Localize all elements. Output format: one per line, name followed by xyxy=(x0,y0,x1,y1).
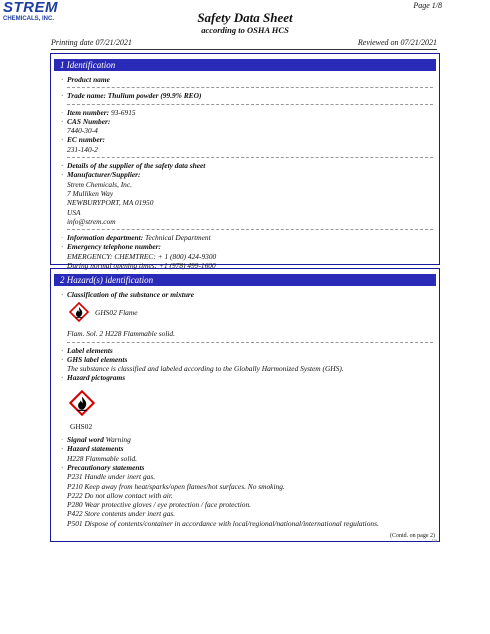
information-department: · Information department: Technical Department xyxy=(67,233,433,242)
page-number: Page 1/8 xyxy=(413,1,442,10)
section-heading: 1 Identification xyxy=(54,59,436,71)
flammable-classification: Flam. Sol. 2 H228 Flammable solid. xyxy=(67,329,175,339)
emergency-label: · Emergency telephone number: xyxy=(67,242,433,251)
ec-value: 231-140-2 xyxy=(67,144,98,154)
logo-subtitle: CHEMICALS, INC. xyxy=(3,16,54,22)
cas-value: 7440-30-4 xyxy=(67,126,98,136)
product-name-label: · Product name xyxy=(67,75,433,84)
p-statement: P422 Store contents under inert gas. xyxy=(67,509,176,519)
reviewed-date: Reviewed on 07/21/2021 xyxy=(357,38,437,47)
item-number: · Item number: 93-6915 xyxy=(67,108,433,117)
trade-name: · Trade name: Thulium powder (99.9% REO) xyxy=(67,91,433,100)
ghs-flame-label: GHS02 Flame xyxy=(95,308,138,318)
ec-label: · EC number: xyxy=(67,135,433,144)
pictogram-block xyxy=(67,388,433,422)
hazard-statements-label: · Hazard statements xyxy=(67,444,433,453)
address-line: 7 Mulliken Way xyxy=(67,188,114,198)
p-statement: P501 Dispose of contents/container in accordance with local/regional/national/international regulations. xyxy=(67,518,379,528)
p-statement: P210 Keep away from heat/sparks/open flames/hot surfaces. No smoking. xyxy=(67,481,285,491)
p-statement: P280 Wear protective gloves / eye protection / face protection. xyxy=(67,500,252,510)
section-identification xyxy=(50,53,440,271)
address-line: NEWBURYPORT, MA 01950 xyxy=(67,198,154,208)
emergency-line: During normal opening times: +1 (978) 499-1600 xyxy=(67,261,216,271)
hazard-pictograms-label: · Hazard pictograms xyxy=(67,373,433,382)
document-subtitle: according to OSHA HCS xyxy=(201,25,289,35)
ghs-flame-row xyxy=(67,301,433,325)
flame-pictogram-icon xyxy=(69,390,95,416)
flame-pictogram-icon xyxy=(69,302,89,322)
p-statement: P231 Handle under inert gas. xyxy=(67,472,156,482)
address-line: USA xyxy=(67,207,81,217)
footer-mark: US xyxy=(432,538,438,543)
date-line xyxy=(51,38,437,47)
emergency-line: EMERGENCY: CHEMTREC: + 1 (800) 424-9300 xyxy=(67,251,217,261)
cas-label: · CAS Number: xyxy=(67,117,433,126)
classification-label: · Classification of the substance or mixture xyxy=(67,290,433,299)
logo-mark: STREM xyxy=(3,0,58,16)
section-hazard-identification xyxy=(50,268,440,542)
manufacturer-label: · Manufacturer/Supplier: xyxy=(67,170,433,179)
ghs02-caption: GHS02 xyxy=(70,421,93,431)
header-divider xyxy=(51,49,437,50)
h228-statement: H228 Flammable solid. xyxy=(67,453,138,463)
label-elements: · Label elements xyxy=(67,346,433,355)
ghs-label-elements: · GHS label elements xyxy=(67,355,433,364)
printing-date: Printing date 07/21/2021 xyxy=(51,38,132,47)
precautionary-label: · Precautionary statements xyxy=(67,463,433,472)
document-title: Safety Data Sheet xyxy=(197,10,293,25)
p-statement: P222 Do not allow contact with air. xyxy=(67,490,173,500)
address-line: Strem Chemicals, Inc. xyxy=(67,179,132,189)
supplier-details: · Details of the supplier of the safety data sheet xyxy=(67,161,433,170)
signal-word: · Signal word Warning xyxy=(67,435,433,444)
email[interactable]: info@strem.com xyxy=(67,216,116,226)
ghs-classification-text: The substance is classified and labeled according to the Globally Harmonized System (GHS). xyxy=(67,364,344,374)
continued-note: (Contd. on page 2) xyxy=(390,533,435,539)
section-heading: 2 Hazard(s) identification xyxy=(54,274,436,286)
